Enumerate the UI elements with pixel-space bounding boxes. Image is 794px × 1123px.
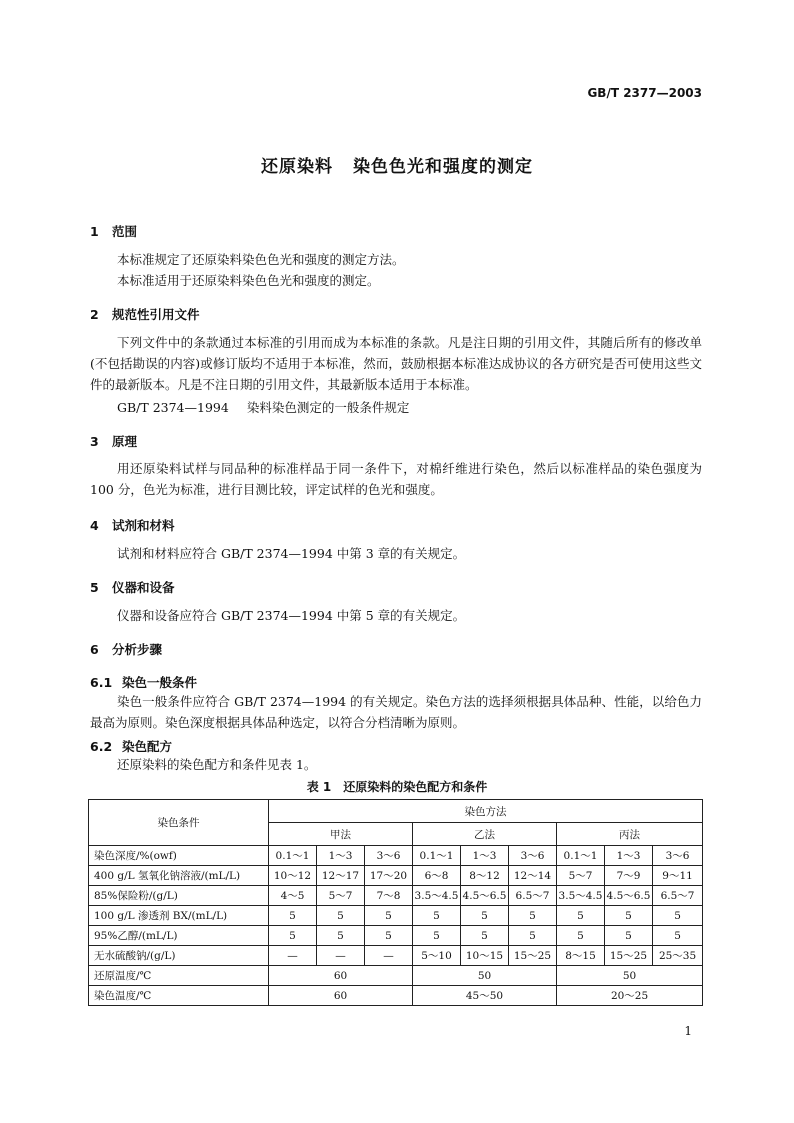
section-3-paragraph-1: 用还原染料试样与同品种的标准样品于同一条件下，对棉纤维进行染色，然后以标准样品的染色强度为 100 分，色光为标准，进行目测比较，评定试样的色光和强度。 [90,461,702,497]
table-cell: 5 [557,926,605,946]
method-cell: 甲法 [269,823,413,846]
table-cell: 9～11 [653,866,703,886]
merged-table-cell: 45～50 [413,986,557,1006]
table-cell: 6.5～7 [509,886,557,906]
table-cell: 5 [413,926,461,946]
table-header-row [89,800,703,823]
section-title: 仪器和设备 [112,580,175,595]
table-cell: 3～6 [365,846,413,866]
section-2-heading [90,305,200,323]
section-6-1-heading [90,673,197,691]
table-cell: 1～3 [461,846,509,866]
table-cell: 15～25 [605,946,653,966]
section-number: 5 [90,580,99,595]
table-cell: 5 [653,906,703,926]
section-number: 2 [90,307,99,322]
merged-table-cell: 50 [413,966,557,986]
section-title: 范围 [112,224,138,239]
section-1-paragraph-1: 本标准规定了还原染料染色色光和强度的测定方法。 [117,252,405,267]
table-row [89,926,703,946]
merged-table-cell: 50 [557,966,703,986]
table-caption [0,778,794,795]
table-cell: 25～35 [653,946,703,966]
section-number: 3 [90,434,99,449]
table-cell: 8～12 [461,866,509,886]
row-label-cell: 染色深度/%(owf) [89,846,269,866]
section-number: 6 [90,642,99,657]
table-cell: 5 [269,906,317,926]
row-label-cell: 85%保险粉/(g/L) [89,886,269,906]
table-cell: 7～8 [365,886,413,906]
table-row [89,966,703,986]
table-row [89,946,703,966]
table-cell: 5 [269,926,317,946]
table-cell: 12～17 [317,866,365,886]
table-cell: 5 [653,926,703,946]
table-cell: 5 [557,906,605,926]
table-cell: 5～7 [317,886,365,906]
table-row [89,886,703,906]
reference-title: 染料染色测定的一般条件规定 [246,400,410,415]
table-cell: 0.1～1 [413,846,461,866]
table-row [89,846,703,866]
table-cell: 5 [605,906,653,926]
reference-code: GB/T 2374—1994 [117,400,229,415]
table-cell: 0.1～1 [557,846,605,866]
section-number: 6.1 [90,675,113,690]
table-cell: 3～6 [509,846,557,866]
row-label-cell: 染色温度/℃ [89,986,269,1006]
table-cell: — [269,946,317,966]
section-title: 原理 [112,434,138,449]
section-number: 6.2 [90,739,113,754]
table-cell: 10～12 [269,866,317,886]
table-cell: 5 [317,906,365,926]
table-cell: 5 [317,926,365,946]
table-corner-cell: 染色条件 [89,800,269,846]
table-row [89,866,703,886]
table-cell: 1～3 [605,846,653,866]
section-5-paragraph-1: 仪器和设备应符合 GB/T 2374—1994 中第 5 章的有关规定。 [117,608,466,623]
table-cell: 3.5～4.5 [557,886,605,906]
section-6-2-paragraph-1: 还原染料的染色配方和条件见表 1。 [117,757,317,772]
table-cell: 8～15 [557,946,605,966]
merged-table-cell: 60 [269,986,413,1006]
section-4-paragraph-1: 试剂和材料应符合 GB/T 2374—1994 中第 3 章的有关规定。 [117,546,466,561]
section-6-1-paragraph-1: 染色一般条件应符合 GB/T 2374—1994 的有关规定。染色方法的选择须根据具体品种、性能，以给色力最高为原则。染色深度根据具体品种选定，以符合分档清晰为原则。 [90,694,702,730]
table-cell: 5 [461,926,509,946]
section-title: 分析步骤 [112,642,163,657]
row-label-cell: 无水硫酸钠/(g/L) [89,946,269,966]
table-cell: — [317,946,365,966]
method-cell: 乙法 [413,823,557,846]
table-cell: 6～8 [413,866,461,886]
table-cell: 5 [509,926,557,946]
title-part-1: 还原染料 [261,157,333,177]
section-6-heading [90,640,162,658]
section-2-paragraph-1: 下列文件中的条款通过本标准的引用而成为本标准的条款。凡是注日期的引用文件，其随后所有的修改单(不包括勘误的内容)或修订版均不适用于本标准，然而，鼓励根据本标准达成协议的各方研究是否可使用这些文件的最新版本。凡是不注日期的引用文件，其最新版本适用于本标准。 [90,335,702,392]
page-number: 1 [684,1024,692,1038]
section-title: 试剂和材料 [112,518,175,533]
table-cell: 5 [365,906,413,926]
title-part-2: 染色色光和强度的测定 [353,157,533,177]
normative-reference [117,398,409,416]
table-cell: 5 [365,926,413,946]
merged-table-cell: 20～25 [557,986,703,1006]
table-number: 表 1 [306,780,332,794]
table-cell: 5 [461,906,509,926]
table-cell: 6.5～7 [653,886,703,906]
method-cell: 丙法 [557,823,703,846]
row-label-cell: 400 g/L 氢氧化钠溶液/(mL/L) [89,866,269,886]
table-title: 还原染料的染色配方和条件 [343,780,488,794]
section-1-paragraph-2: 本标准适用于还原染料染色色光和强度的测定。 [117,273,380,288]
section-3-heading [90,432,137,450]
section-title: 染色配方 [122,739,173,754]
section-number: 1 [90,224,99,239]
table-cell: 3.5～4.5 [413,886,461,906]
table-cell: 5 [413,906,461,926]
row-label-cell: 95%乙醇/(mL/L) [89,926,269,946]
merged-table-cell: 60 [269,966,413,986]
table-cell: — [365,946,413,966]
table-cell: 1～3 [317,846,365,866]
row-label-cell: 100 g/L 渗透剂 BX/(mL/L) [89,906,269,926]
table-cell: 5～10 [413,946,461,966]
table-cell: 4.5～6.5 [461,886,509,906]
document-title [0,152,794,177]
section-1-heading [90,222,137,240]
table-cell: 12～14 [509,866,557,886]
section-6-2-heading [90,737,172,755]
section-title: 规范性引用文件 [112,307,200,322]
table-cell: 5～7 [557,866,605,886]
table-cell: 5 [605,926,653,946]
row-label-cell: 还原温度/℃ [89,966,269,986]
section-title: 染色一般条件 [122,675,198,690]
table-cell: 3～6 [653,846,703,866]
table-cell: 15～25 [509,946,557,966]
table-cell: 10～15 [461,946,509,966]
table-cell: 0.1～1 [269,846,317,866]
method-header-cell: 染色方法 [269,800,703,823]
table-cell: 5 [509,906,557,926]
section-number: 4 [90,518,99,533]
table-cell: 4～5 [269,886,317,906]
table-row [89,906,703,926]
table-cell: 4.5～6.5 [605,886,653,906]
standard-code: GB/T 2377—2003 [587,86,702,100]
section-4-heading [90,516,175,534]
table-cell: 17～20 [365,866,413,886]
table-row [89,986,703,1006]
table-cell: 7～9 [605,866,653,886]
section-5-heading [90,578,175,596]
dyeing-conditions-table [88,799,703,1006]
